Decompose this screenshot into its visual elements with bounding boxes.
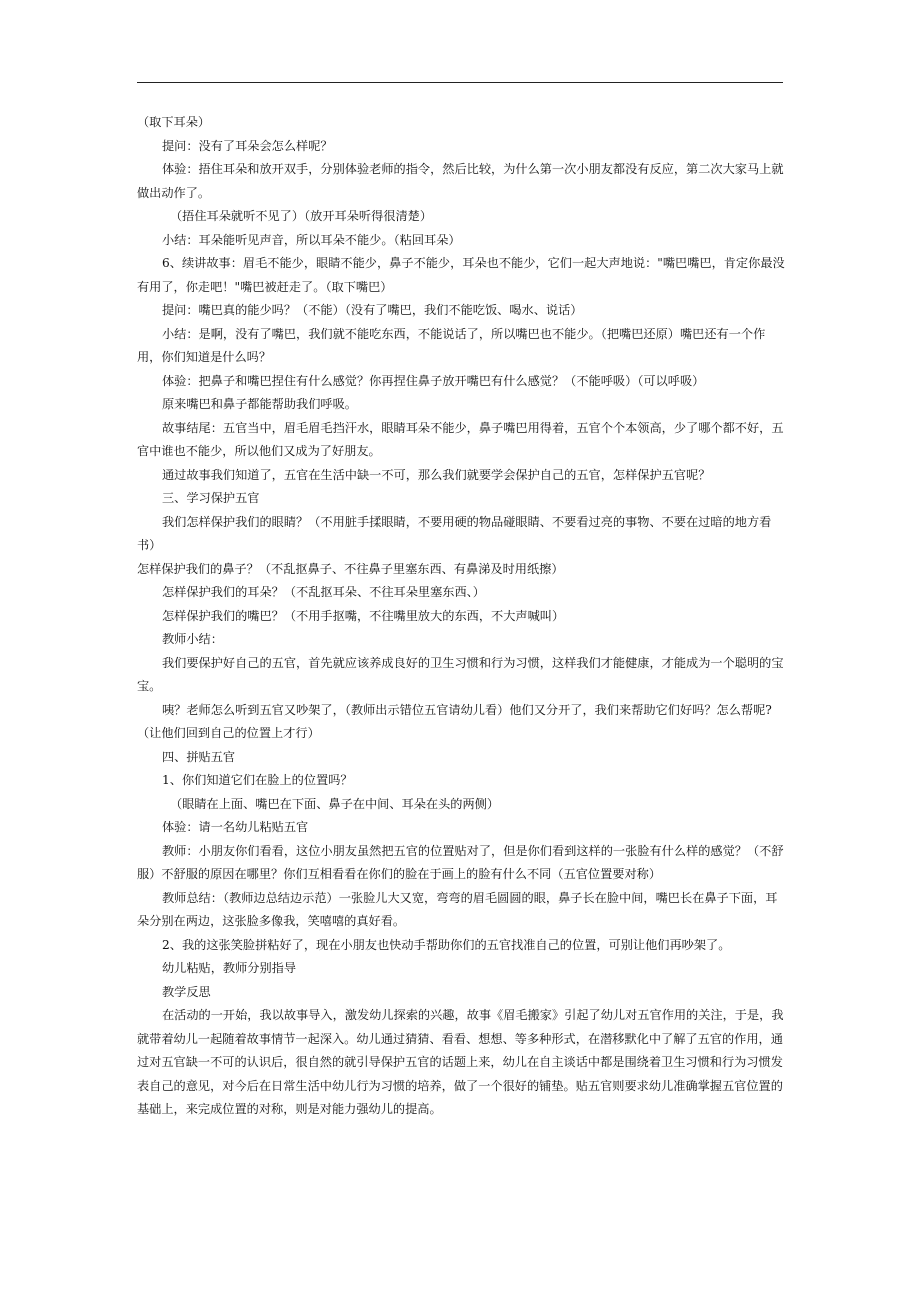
paragraph: （取下耳朵）: [137, 115, 211, 129]
paragraph: 小结：是啊，没有了嘴巴，我们就不能吃东西，不能说话了，所以嘴巴也不能少。（把嘴巴还原）嘴巴还有一个作用，你们知道是什么吗？: [137, 326, 766, 364]
paragraph: （眼睛在上面、嘴巴在下面、鼻子在中间、耳朵在头的两侧）: [170, 796, 500, 811]
paragraph: 1、你们知道它们在脸上的位置吗？: [162, 773, 353, 787]
paragraph: 体验：把鼻子和嘴巴捏住有什么感觉？你再捏住鼻子放开嘴巴有什么感觉？（不能呼吸）（可以呼吸）: [162, 373, 705, 388]
paragraph: 我们怎样保护我们的眼睛？（不用脏手揉眼睛，不要用硬的物品碰眼睛、不要看过亮的事物、不要在过暗的地方看书）: [137, 514, 772, 552]
paragraph: 教师：小朋友你们看看，这位小朋友虽然把五官的位置贴对了，但是你们看到这样的一张脸有什么样的感觉？（不舒服）不舒服的原因在哪里？你们互相看看在你们的脸在于画上的脸有什么不同（五官位置要对称）: [137, 843, 784, 881]
paragraph: 体验：请一名幼儿粘贴五官: [162, 820, 309, 834]
section-heading: 四、拼贴五官: [162, 749, 236, 764]
paragraph: 在活动的一开始，我以故事导入，激发幼儿探索的兴趣，故事《眉毛搬家》引起了幼儿对五官作用的关注，于是，我就带着幼儿一起随着故事情节一起深入。幼儿通过猜猜、看看、想想、等多种形式，在潜移默化中了解了五官的作用，通过对五官缺一不可的认识后，很自然的就引导保护五官的话题上来，幼儿在自主谈话中都是围绕着卫生习惯和行为习惯发表自己的意见，对今后在日常生活中幼儿行为习惯的培养，做了一个很好的铺垫。贴五官则要求幼儿准确掌握五官位置的基础上，来完成位置的对称，则是对能力强幼儿的提高。: [137, 1008, 784, 1116]
paragraph: 通过故事我们知道了，五官在生活中缺一不可，那么我们就要学会保护自己的五官，怎样保护五官呢？: [162, 467, 711, 482]
section-heading: 三、学习保护五官: [162, 491, 260, 505]
paragraph: 咦？老师怎么听到五官又吵架了，（教师出示错位五官请幼儿看）他们又分开了，我们来帮助它们好吗？怎么帮呢?（让他们回到自己的位置上才行）: [137, 702, 772, 740]
paragraph: 提问：嘴巴真的能少吗？（不能）（没有了嘴巴，我们不能吃饭、喝水、说话）: [162, 303, 583, 317]
paragraph: （捂住耳朵就听不见了）（放开耳朵听得很清楚）: [170, 209, 433, 223]
paragraph: 体验：捂住耳朵和放开双手，分别体验老师的指令，然后比较，为什么第一次小朋友都没有反应，第二次大家马上就做出动作了。: [137, 162, 784, 200]
paragraph: 6、续讲故事：眉毛不能少，眼睛不能少，鼻子不能少，耳朵也不能少，它们一起大声地说："嘴巴嘴巴，肯定你最没有用了，你走吧！"嘴巴被赶走了。（取下嘴巴）: [137, 256, 785, 294]
paragraph: 怎样保护我们的耳朵？（不乱抠耳朵、不往耳朵里塞东西、）: [162, 585, 485, 599]
paragraph: 幼儿粘贴，教师分别指导: [162, 961, 297, 975]
paragraph: 提问：没有了耳朵会怎么样呢？: [162, 138, 333, 153]
header-rule: [137, 82, 783, 83]
paragraph: 小结：耳朵能听见声音，所以耳朵不能少。（粘回耳朵）: [162, 232, 461, 247]
paragraph: 教师总结：（教师边总结边示范）一张脸儿大又宽，弯弯的眉毛圆圆的眼，鼻子长在脸中间，嘴巴长在鼻子下面，耳朵分别在两边，这张脸多像我，笑嘻嘻的真好看。: [137, 890, 778, 928]
document-body: [137, 111, 785, 1122]
paragraph: 怎样保护我们的嘴巴？（不用手抠嘴，不往嘴里放大的东西，不大声喊叫）: [162, 608, 565, 623]
paragraph: 我们要保护好自己的五官，首先就应该养成良好的卫生习惯和行为习惯，这样我们才能健康，才能成为一个聪明的宝宝。: [137, 655, 784, 693]
paragraph: 2、我的这张笑脸拼粘好了，现在小朋友也快动手帮助你们的五官找准自己的位置，可别让他们再吵架了。: [162, 937, 731, 952]
paragraph: 原来嘴巴和鼻子都能帮助我们呼吸。: [162, 397, 357, 411]
paragraph: 故事结尾：五官当中，眉毛眉毛挡汗水，眼睛耳朵不能少，鼻子嘴巴用得着，五官个个本领高，少了哪个都不好，五官中谁也不能少，所以他们又成为了好朋友。: [137, 420, 784, 458]
paragraph: 怎样保护我们的鼻子？（不乱抠鼻子、不往鼻子里塞东西、有鼻涕及时用纸擦）: [137, 561, 564, 576]
paragraph: 教师小结：: [162, 632, 223, 646]
section-heading: 教学反思: [162, 984, 211, 999]
